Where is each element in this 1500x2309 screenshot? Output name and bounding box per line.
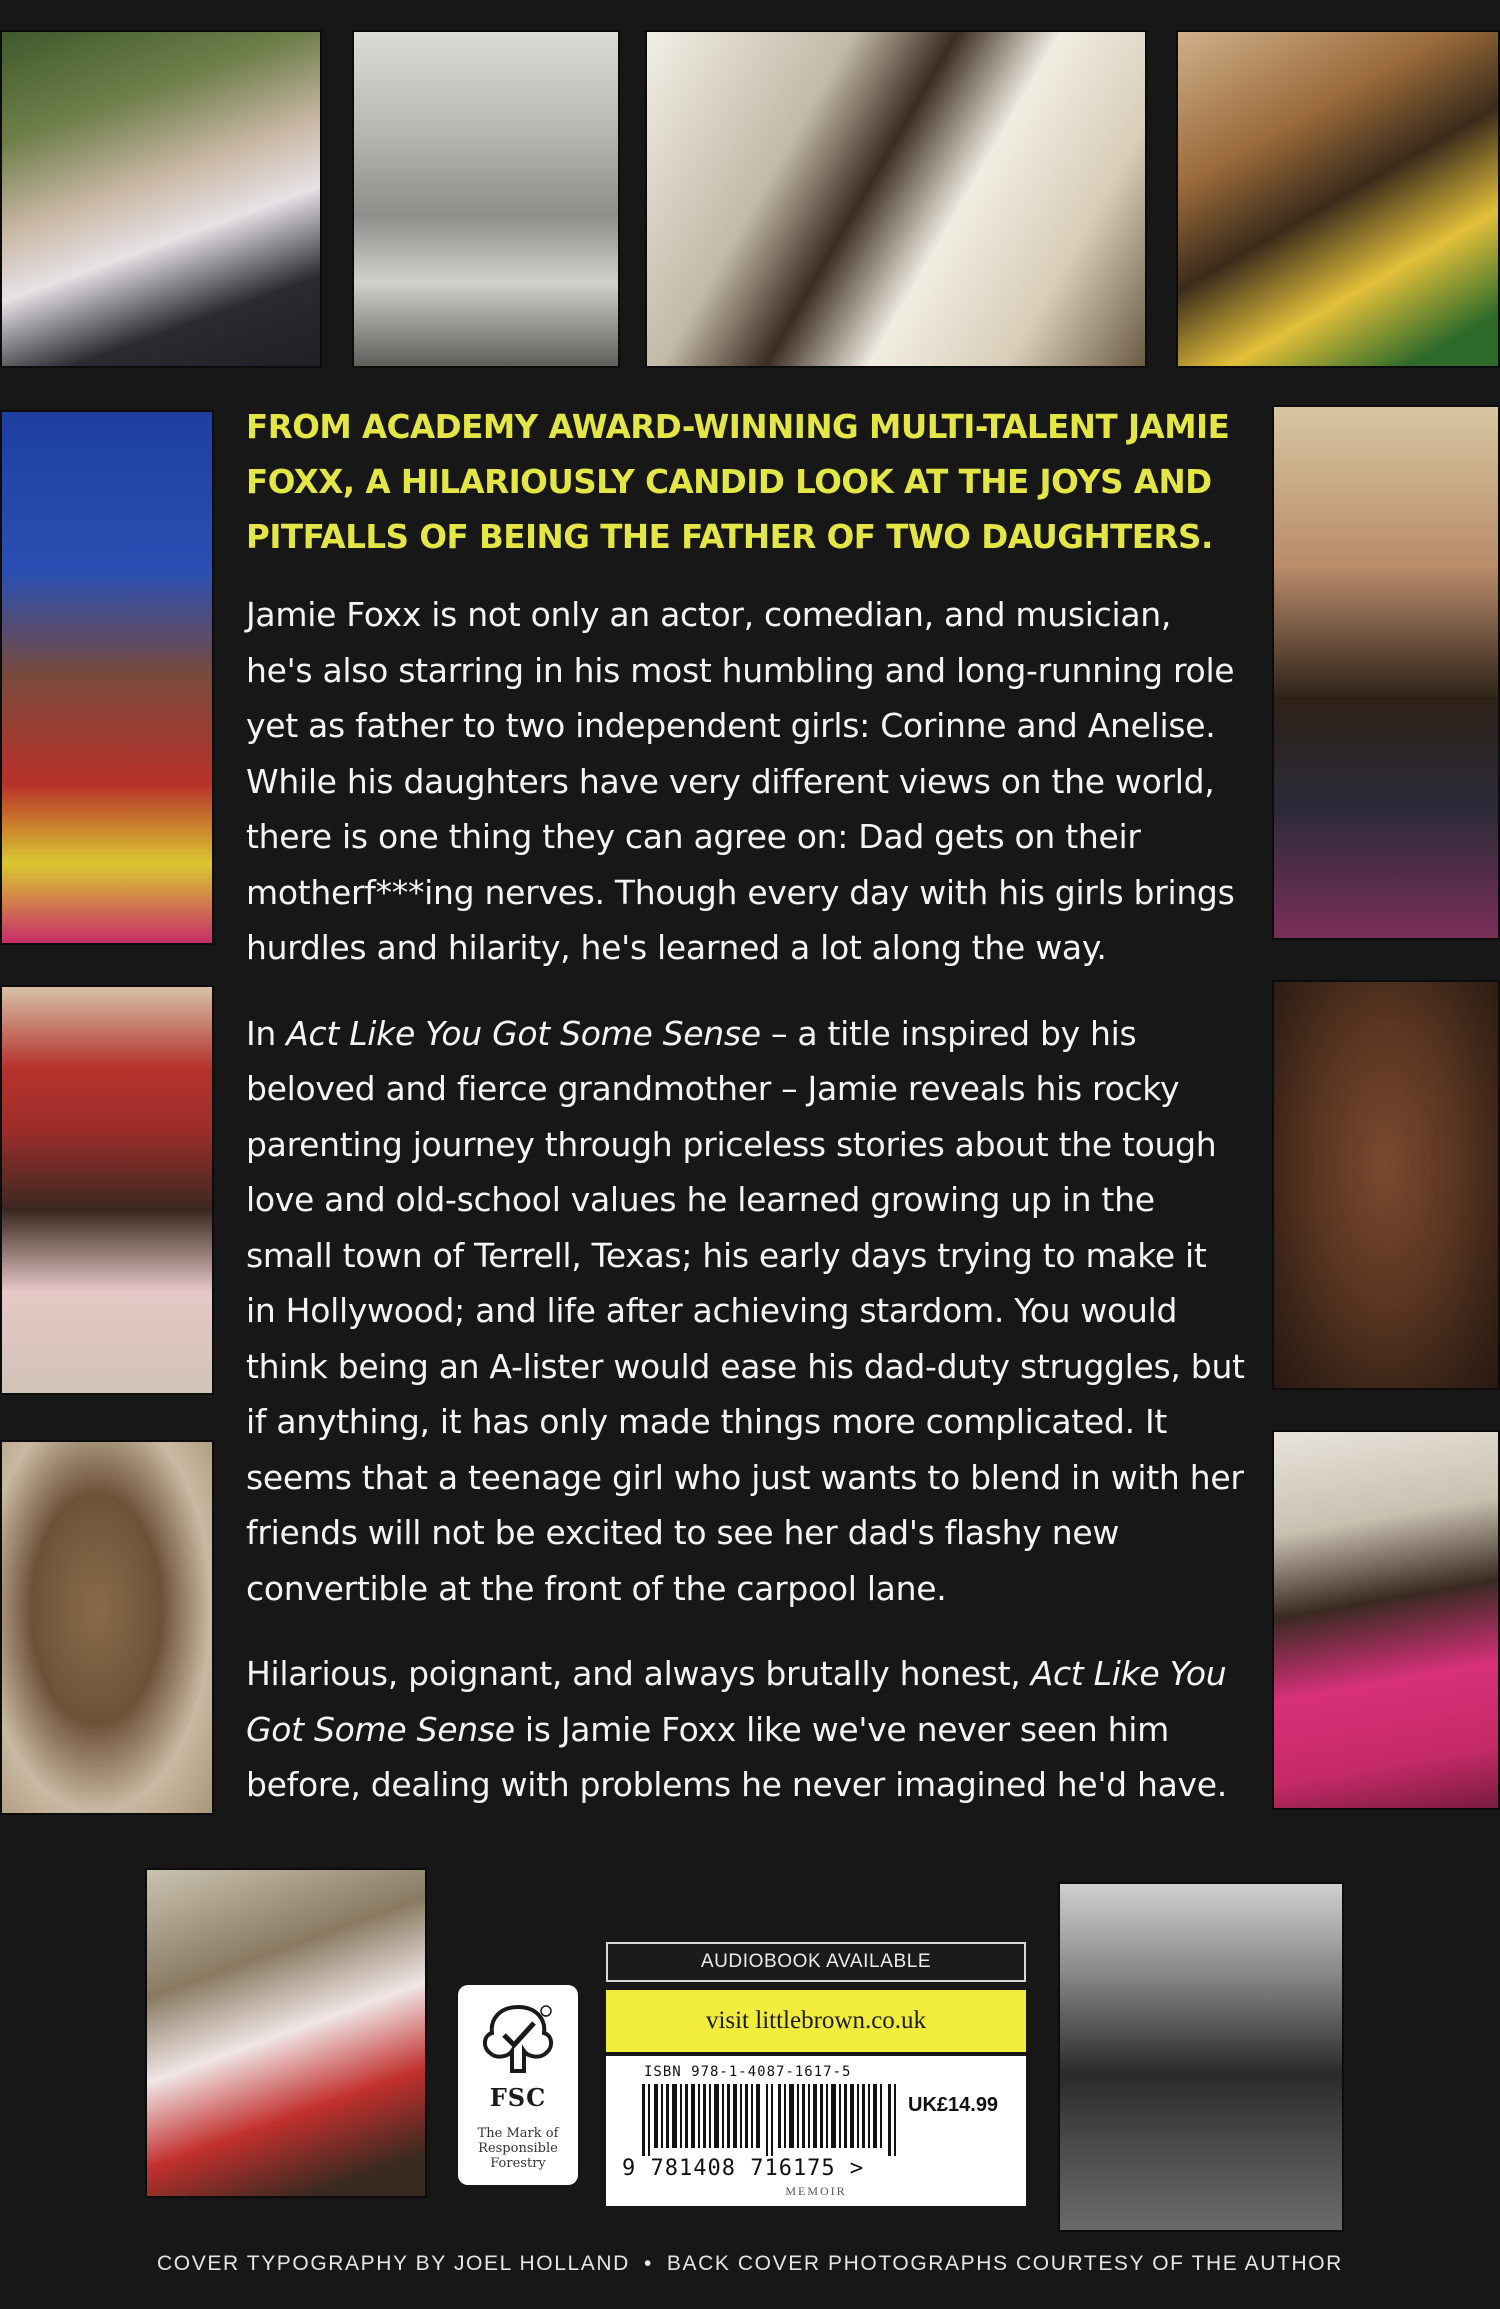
- photo-walking-hallway: [1058, 1882, 1344, 2232]
- blurb-paragraph-2-start: In: [246, 1013, 287, 1053]
- fsc-sub-line2: Responsible: [478, 2141, 558, 2156]
- photo-balloon-birthday: [0, 985, 214, 1395]
- price-label: UK£14.99: [908, 2094, 999, 2116]
- blurb-paragraph-2-rest: – a title inspired by his beloved and fierce grandmother – Jamie reveals his rocky parenting journey through priceless stories about the tough love and old-school values he learned growing up in the small town of Terrell, Texas; his early days trying to make it in Hollywood; and life after achieving stardom. You would think being an A-lister would ease his dad-duty struggles, but if anything, it has only made things more complicated. It seems that a teenage girl who just wants to blend in with her friends will not be excited to see her dad's flashy new convertible at the front of the carpool lane.: [246, 1013, 1245, 1608]
- photo-with-grandmother: [645, 30, 1147, 368]
- blurb-paragraph-3-start: Hilarious, poignant, and always brutally honest,: [246, 1654, 1031, 1693]
- barcode-panel: [606, 1942, 1028, 2198]
- photo-credit: BACK COVER PHOTOGRAPHS COURTESY OF THE AUTHOR: [666, 2252, 1343, 2275]
- tree-checkmark-icon: [478, 2001, 558, 2079]
- photo-baby-portrait: [0, 1440, 214, 1815]
- typography-credit: COVER TYPOGRAPHY BY JOEL HOLLAND: [157, 2252, 630, 2275]
- photo-flowers-couple: [0, 410, 214, 945]
- blurb: [246, 400, 1246, 1843]
- fsc-logo: [458, 1985, 578, 2185]
- barcode-icon: [642, 2084, 902, 2156]
- photo-hug-pink: [1272, 1430, 1500, 1810]
- blurb-paragraph-3-rest: is Jamie Foxx like we've never seen him before, dealing with problems he never imagined he'd have.: [246, 1709, 1227, 1804]
- book-title: Act Like You Got Some Sense: [246, 1654, 1227, 1749]
- fsc-label: FSC: [489, 2083, 547, 2112]
- photo-daughter-red-dress: [145, 1868, 427, 2198]
- isbn-number: ISBN 978-1-4087-1617-5: [644, 2064, 852, 2080]
- blurb-paragraph-2: [246, 1006, 1246, 1617]
- photo-team-vintage: [352, 30, 620, 368]
- isbn-box: [606, 2056, 1026, 2206]
- category-label: MEMOIR: [785, 2184, 847, 2198]
- tagline: FROM ACADEMY AWARD-WINNING MULTI-TALENT JAMIE FOXX, A HILARIOUSLY CANDID LOOK AT THE JOYS AND PITFALLS OF BEING THE FATHER OF TWO DAUGHTERS.: [246, 408, 1230, 556]
- book-title: Act Like You Got Some Sense: [286, 1013, 761, 1053]
- photo-childhood-portrait: [1272, 980, 1500, 1390]
- blurb-paragraph-1: Jamie Foxx is not only an actor, comedian, and musician, he's also starring in his most humbling and long-running role yet as father to two independent girls: Corinne and Anelise. While his daughters have very different views on the world, there is one thing they can agree on: Dad gets on their motherf***ing nerves. Though every day with his girls brings hurdles and hilarity, he's learned a lot along the way.: [246, 595, 1235, 967]
- cover-credits: [0, 2252, 1500, 2276]
- blurb-paragraph-3: [246, 1646, 1246, 1813]
- website-banner[interactable]: visit littlebrown.co.uk: [606, 1990, 1026, 2052]
- photo-with-daughter-sunglasses: [1176, 30, 1500, 368]
- fsc-sub-line3: Forestry: [490, 2156, 546, 2171]
- photo-father-daughter-pointing: [1272, 405, 1500, 940]
- bullet-separator: •: [643, 2252, 653, 2275]
- audiobook-banner: AUDIOBOOK AVAILABLE: [606, 1942, 1026, 1982]
- fsc-sub-line1: The Mark of: [477, 2126, 559, 2141]
- photo-family-portrait: [0, 30, 322, 368]
- barcode-digits: 9 781408 716175 >: [622, 2156, 865, 2181]
